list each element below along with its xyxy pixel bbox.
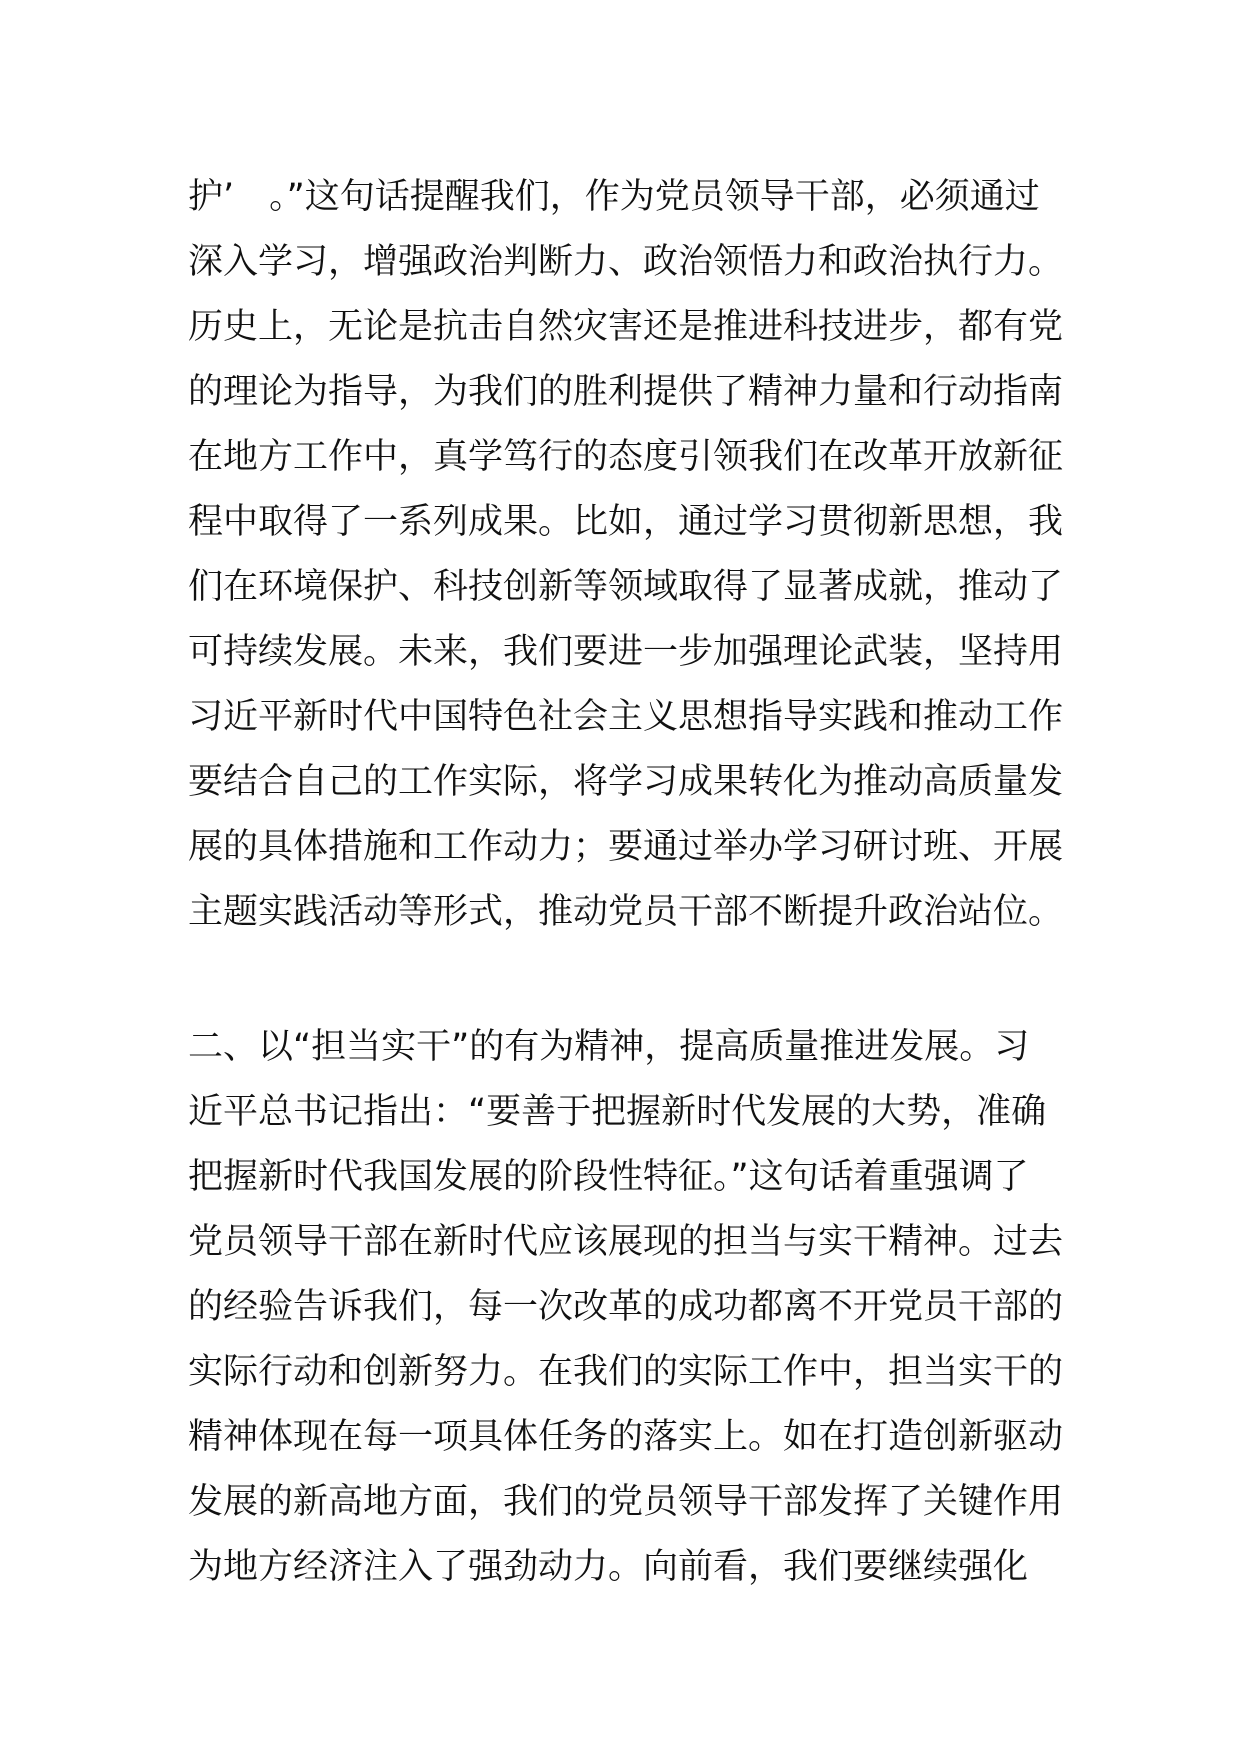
text-line: 近平总书记指出：“要善于把握新时代发展的大势，准确 [188,1092,1047,1132]
text-line: 主题实践活动等形式，推动党员干部不断提升政治站位。 [188,892,1064,932]
text-line: 们在环境保护、科技创新等领域取得了显著成就，推动了 [188,567,1064,607]
text-line: 要结合自己的工作实际，将学习成果转化为推动高质量发 [188,762,1064,802]
text-line: 护’ 。”这句话提醒我们，作为党员领导干部，必须通过 [188,177,1040,217]
text-line: 展的具体措施和工作动力；要通过举办学习研讨班、开展 [188,827,1064,867]
text-line: 精神体现在每一项具体任务的落实上。如在打造创新驱动 [188,1417,1064,1457]
text-line: 深入学习，增强政治判断力、政治领悟力和政治执行力。 [188,242,1064,282]
text-line: 历史上，无论是抗击自然灾害还是推进科技进步，都有党 [188,307,1064,347]
paragraph-2 [188,1015,1068,1600]
paragraph-1 [188,165,1068,945]
text-line: 把握新时代我国发展的阶段性特征。”这句话着重强调了 [188,1157,1029,1197]
text-line: 党员领导干部在新时代应该展现的担当与实干精神。过去 [188,1222,1064,1262]
text-line: 为地方经济注入了强劲动力。向前看，我们要继续强化 [188,1547,1029,1587]
text-line: 在地方工作中，真学笃行的态度引领我们在改革开放新征 [188,437,1064,477]
text-line: 程中取得了一系列成果。比如，通过学习贯彻新思想，我 [188,502,1064,542]
text-line: 实际行动和创新努力。在我们的实际工作中，担当实干的 [188,1352,1064,1392]
text-line: 习近平新时代中国特色社会主义思想指导实践和推动工作 [188,697,1064,737]
text-line: 的理论为指导，为我们的胜利提供了精神力量和行动指南 [188,372,1064,412]
text-line: 发展的新高地方面，我们的党员领导干部发挥了关键作用 [188,1482,1064,1522]
text-line: 二、以“担当实干”的有为精神，提高质量推进发展。习 [188,1027,1030,1067]
text-line: 可持续发展。未来，我们要进一步加强理论武装，坚持用 [188,632,1064,672]
text-line: 的经验告诉我们，每一次改革的成功都离不开党员干部的 [188,1287,1064,1327]
